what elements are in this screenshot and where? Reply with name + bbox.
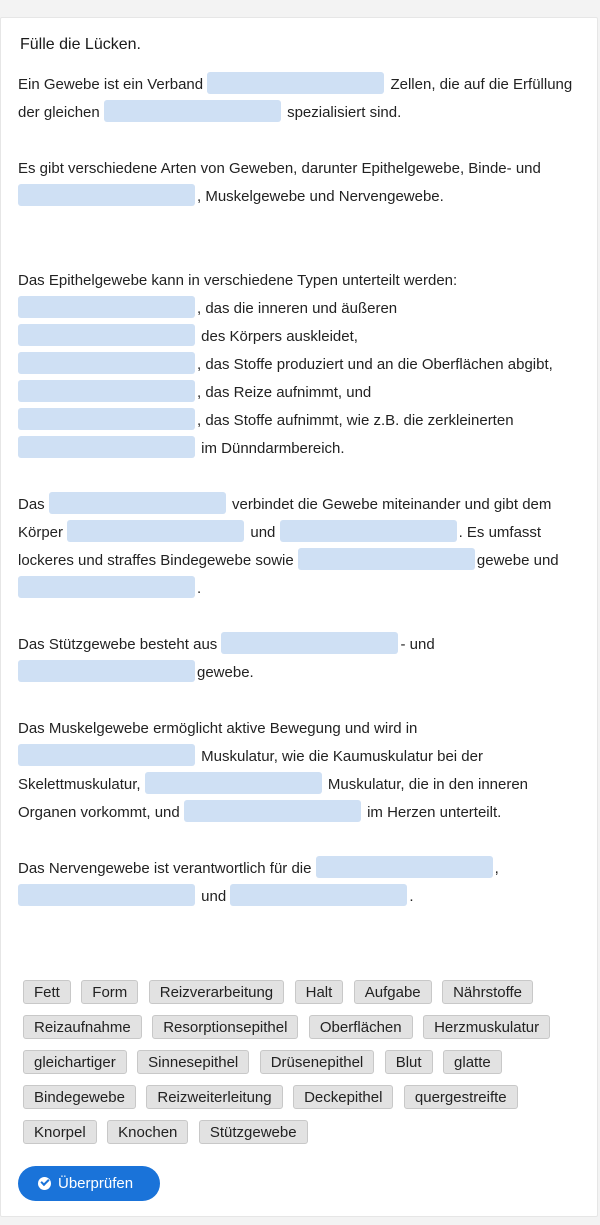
text: , Muskelgewebe und Nervengewebe. bbox=[197, 188, 444, 205]
text: Das bbox=[18, 496, 49, 513]
text: , das Reize aufnimmt, und bbox=[197, 384, 372, 401]
gap-12[interactable] bbox=[280, 520, 457, 542]
gap-11[interactable] bbox=[67, 520, 244, 542]
gap-6[interactable] bbox=[18, 352, 195, 374]
gap-15[interactable] bbox=[221, 632, 398, 654]
text: Zellen, die auf die Erfüllung der gleichen bbox=[18, 76, 573, 121]
gap-3[interactable] bbox=[18, 184, 195, 206]
text: gewebe. bbox=[197, 664, 254, 681]
gap-19[interactable] bbox=[184, 800, 361, 822]
word-chip[interactable]: Form bbox=[81, 980, 138, 1004]
gap-9[interactable] bbox=[18, 436, 195, 458]
gap-17[interactable] bbox=[18, 744, 195, 766]
text: Ein Gewebe ist ein Verband bbox=[18, 76, 208, 93]
check-button-label: Überprüfen bbox=[58, 1175, 134, 1192]
text: , bbox=[494, 860, 499, 877]
word-chip[interactable]: Reizaufnahme bbox=[23, 1015, 142, 1039]
text: Das Muskelgewebe ermöglicht aktive Bewegung und wird in bbox=[18, 720, 418, 737]
text: spezialisiert sind. bbox=[282, 104, 402, 121]
paragraph-6 bbox=[18, 715, 588, 827]
text: verbindet die Gewebe miteinander und gibt dem Körper bbox=[18, 496, 552, 541]
word-chip[interactable]: Blut bbox=[385, 1050, 433, 1074]
cloze-text bbox=[18, 71, 588, 911]
paragraph-7 bbox=[18, 855, 588, 911]
text: des Körpers auskleidet, bbox=[197, 328, 358, 345]
gap-14[interactable] bbox=[18, 576, 195, 598]
text: Das Epithelgewebe kann in verschiedene Typen unterteilt werden: bbox=[18, 272, 458, 289]
gap-13[interactable] bbox=[298, 548, 475, 570]
text: , das Stoffe produziert und an die Oberflächen abgibt, bbox=[197, 356, 553, 373]
word-chip[interactable]: Knorpel bbox=[23, 1120, 97, 1144]
text: und bbox=[246, 524, 280, 541]
word-chip[interactable]: Deckepithel bbox=[293, 1085, 393, 1109]
word-chip[interactable]: Bindegewebe bbox=[23, 1085, 136, 1109]
paragraph-5 bbox=[18, 631, 588, 687]
gap-16[interactable] bbox=[18, 660, 195, 682]
text: Muskulatur, wie die Kaumuskulatur bei der Skelettmuskulatur, bbox=[18, 748, 483, 793]
word-chip[interactable]: Resorptionsepithel bbox=[152, 1015, 298, 1039]
task-title: Fülle die Lücken. bbox=[20, 36, 141, 53]
text: . bbox=[197, 580, 202, 597]
text: Das Nervengewebe ist verantwortlich für die bbox=[18, 860, 316, 877]
word-chip[interactable]: Fett bbox=[23, 980, 71, 1004]
text: , das die inneren und äußeren bbox=[197, 300, 398, 317]
check-circle-icon bbox=[38, 1177, 51, 1190]
gap-5[interactable] bbox=[18, 324, 195, 346]
text: im Dünndarmbereich. bbox=[197, 440, 345, 457]
text: , das Stoffe aufnimmt, wie z.B. die zerkleinerten bbox=[197, 412, 514, 429]
text: und bbox=[197, 888, 231, 905]
word-chip[interactable]: gleichartiger bbox=[23, 1050, 127, 1074]
word-chip[interactable]: Knochen bbox=[107, 1120, 188, 1144]
gap-10[interactable] bbox=[49, 492, 226, 514]
gap-2[interactable] bbox=[104, 100, 281, 122]
gap-8[interactable] bbox=[18, 408, 195, 430]
text: im Herzen unterteilt. bbox=[362, 804, 502, 821]
gap-4[interactable] bbox=[18, 296, 195, 318]
word-chip[interactable]: Stützgewebe bbox=[199, 1120, 308, 1144]
word-chip[interactable]: Oberflächen bbox=[309, 1015, 413, 1039]
word-chip[interactable]: Nährstoffe bbox=[442, 980, 533, 1004]
gap-18[interactable] bbox=[145, 772, 322, 794]
exercise-card bbox=[0, 17, 598, 1217]
word-bank bbox=[23, 980, 583, 1155]
paragraph-2 bbox=[18, 155, 588, 211]
paragraph-1 bbox=[18, 71, 588, 127]
word-chip[interactable]: Reizweiterleitung bbox=[146, 1085, 282, 1109]
gap-22[interactable] bbox=[230, 884, 407, 906]
gap-7[interactable] bbox=[18, 380, 195, 402]
gap-21[interactable] bbox=[18, 884, 195, 906]
gap-1[interactable] bbox=[207, 72, 384, 94]
word-chip[interactable]: Aufgabe bbox=[354, 980, 432, 1004]
word-chip[interactable]: quergestreifte bbox=[404, 1085, 518, 1109]
text: . Es umfasst lockeres und straffes Bindegewebe sowie bbox=[18, 524, 542, 569]
text: Muskulatur, die in den inneren Organen vorkommt, und bbox=[18, 776, 529, 821]
check-button[interactable] bbox=[18, 1166, 160, 1201]
text: gewebe und bbox=[476, 552, 559, 569]
paragraph-3 bbox=[18, 267, 588, 463]
word-chip[interactable]: Drüsenepithel bbox=[260, 1050, 375, 1074]
word-chip[interactable]: glatte bbox=[443, 1050, 502, 1074]
word-chip[interactable]: Sinnesepithel bbox=[137, 1050, 249, 1074]
word-chip[interactable]: Halt bbox=[295, 980, 344, 1004]
text: Das Stützgewebe besteht aus bbox=[18, 636, 222, 653]
text: . bbox=[409, 888, 414, 905]
paragraph-4 bbox=[18, 491, 588, 603]
text: Es gibt verschiedene Arten von Geweben, darunter Epithelgewebe, Binde- und bbox=[18, 160, 541, 177]
gap-20[interactable] bbox=[316, 856, 493, 878]
word-chip[interactable]: Herzmuskulatur bbox=[423, 1015, 550, 1039]
word-chip[interactable]: Reizverarbeitung bbox=[149, 980, 284, 1004]
text: - und bbox=[400, 636, 435, 653]
